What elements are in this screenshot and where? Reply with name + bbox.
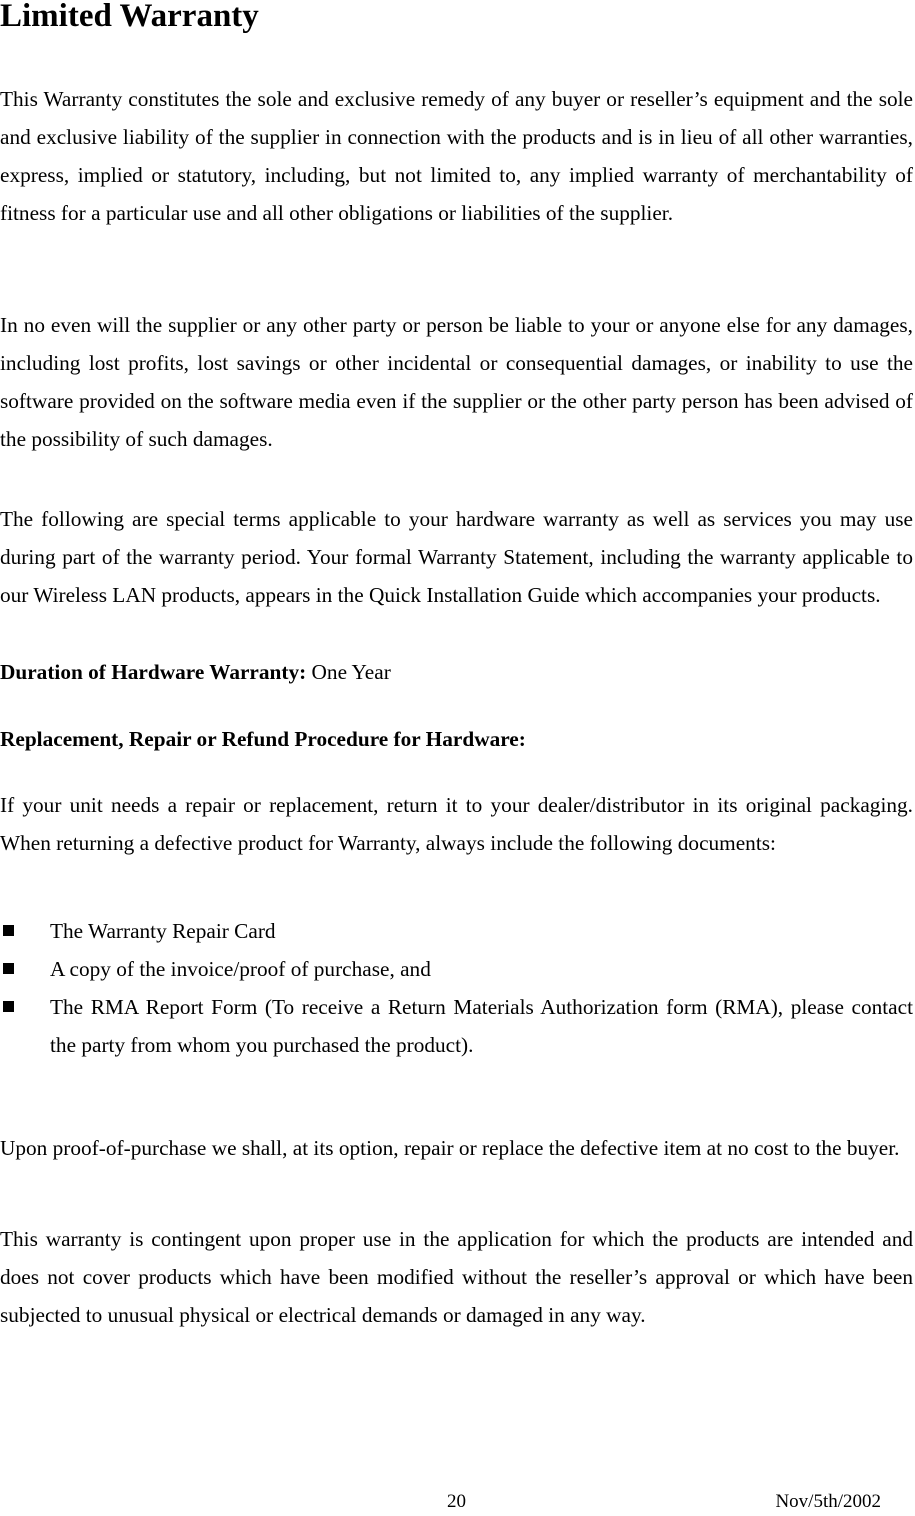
square-bullet-icon: [3, 963, 14, 974]
hardware-warranty-duration: [0, 653, 391, 691]
paragraph-repair-instructions: If your unit needs a repair or replacement, return it to your dealer/distributor in its original packaging. When returning a defective product for Warranty, always include the following documents:: [0, 793, 913, 855]
duration-value: One Year: [306, 660, 391, 684]
paragraph-special-terms: The following are special terms applicable to your hardware warranty as well as services you may use during part of the warranty period. Your formal Warranty Statement, including the warranty applicable to our Wireless LAN products, appears in the Quick Installation Guide which accompanies your products.: [0, 507, 913, 607]
footer-date: Nov/5th/2002: [775, 1491, 881, 1512]
replacement-procedure-heading: Replacement, Repair or Refund Procedure for Hardware:: [0, 727, 526, 751]
paragraph-liability: In no even will the supplier or any other party or person be liable to your or anyone else for any damages, including lost profits, lost savings or other incidental or consequential damages, or inability to use the software provided on the software media even if the supplier or the other party person has been advised of the possibility of such damages.: [0, 313, 913, 451]
list-item-text: The RMA Report Form (To receive a Return Materials Authorization form (RMA), please contact the party from whom you purchased the product).: [50, 995, 913, 1057]
paragraph-warranty-scope: This Warranty constitutes the sole and exclusive remedy of any buyer or reseller’s equipment and the sole and exclusive liability of the supplier in connection with the products and is in lieu of all other warranties, express, implied or statutory, including, but not limited to, any implied warranty of merchantability of fitness for a particular use and all other obligations or liabilities of the supplier.: [0, 87, 913, 225]
list-item: [0, 912, 913, 950]
list-item-text: The Warranty Repair Card: [50, 919, 276, 943]
page-title: Limited Warranty: [0, 0, 259, 34]
list-item-text: A copy of the invoice/proof of purchase, and: [50, 957, 431, 981]
page-number: 20: [447, 1491, 466, 1512]
square-bullet-icon: [3, 1001, 14, 1012]
duration-label: Duration of Hardware Warranty:: [0, 660, 307, 684]
list-item: [0, 988, 913, 1064]
square-bullet-icon: [3, 925, 14, 936]
list-item: [0, 950, 913, 988]
paragraph-contingent-use: This warranty is contingent upon proper use in the application for which the products are intended and does not cover products which have been modified without the reseller’s approval or which have been subjected to unusual physical or electrical demands or damaged in any way.: [0, 1227, 913, 1327]
paragraph-proof-of-purchase: Upon proof-of-purchase we shall, at its option, repair or replace the defective item at no cost to the buyer.: [0, 1136, 900, 1160]
required-documents-list: [0, 912, 915, 1064]
